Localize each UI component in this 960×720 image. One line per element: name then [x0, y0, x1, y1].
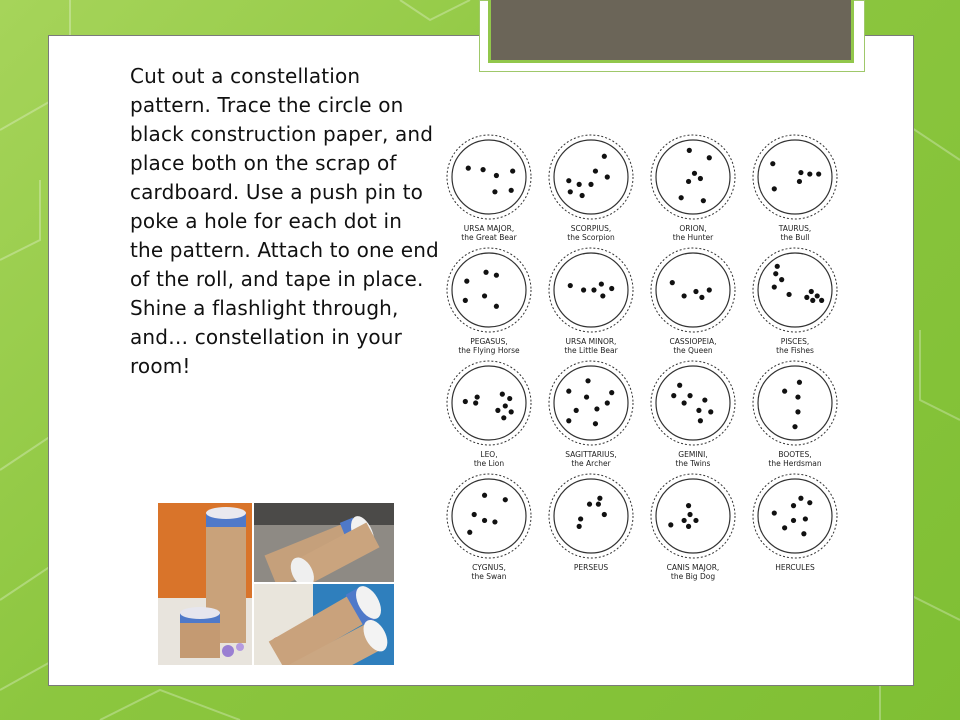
- constellation-card: [643, 246, 743, 360]
- star-dot: [815, 293, 820, 298]
- star-dot: [593, 421, 598, 426]
- star-dot: [464, 279, 469, 284]
- constellation-caption: [435, 337, 543, 355]
- constellation-subtitle: the Scorpion: [567, 233, 615, 242]
- star-dot: [463, 298, 468, 303]
- star-dot: [682, 400, 687, 405]
- star-dot: [782, 389, 787, 394]
- constellation-name: BOOTES,: [778, 450, 812, 459]
- star-dot: [566, 178, 571, 183]
- star-dot: [791, 503, 796, 508]
- constellation-subtitle: the Bull: [780, 233, 810, 242]
- star-dot: [568, 283, 573, 288]
- star-dot: [494, 173, 499, 178]
- constellation-subtitle: the Swan: [471, 572, 507, 581]
- star-dot: [682, 293, 687, 298]
- star-dot: [463, 399, 468, 404]
- star-dot: [807, 171, 812, 176]
- star-dot: [801, 531, 806, 536]
- constellation-disc: [547, 133, 635, 221]
- constellation-subtitle: the Queen: [673, 346, 713, 355]
- star-dot: [797, 380, 802, 385]
- star-dot: [687, 393, 692, 398]
- constellation-name: PISCES,: [780, 337, 810, 346]
- constellation-caption: [435, 224, 543, 242]
- star-dot: [609, 286, 614, 291]
- star-dot: [605, 400, 610, 405]
- star-dot: [492, 519, 497, 524]
- star-dot: [795, 409, 800, 414]
- constellation-subtitle: the Fishes: [776, 346, 814, 355]
- constellation-disc: [751, 133, 839, 221]
- star-dot: [686, 503, 691, 508]
- constellation-disc: [547, 246, 635, 334]
- constellation-name: CANIS MAJOR,: [666, 563, 720, 572]
- star-dot: [509, 409, 514, 414]
- star-dot: [779, 277, 784, 282]
- star-dot: [798, 170, 803, 175]
- star-dot: [492, 189, 497, 194]
- constellation-disc: [547, 359, 635, 447]
- star-dot: [699, 295, 704, 300]
- star-dot: [772, 510, 777, 515]
- constellation-name: CASSIOPEIA,: [669, 337, 717, 346]
- star-dot: [605, 174, 610, 179]
- star-dot: [510, 168, 515, 173]
- star-dot: [588, 182, 593, 187]
- constellation-caption: [537, 337, 645, 355]
- star-dot: [687, 148, 692, 153]
- tube-projector-photo: [158, 503, 394, 665]
- constellation-subtitle: the Lion: [473, 459, 505, 468]
- star-dot: [577, 524, 582, 529]
- star-dot: [679, 195, 684, 200]
- star-dot: [692, 171, 697, 176]
- star-dot: [593, 168, 598, 173]
- constellation-caption: [741, 563, 849, 572]
- constellation-disc: [445, 359, 533, 447]
- star-dot: [594, 406, 599, 411]
- star-dot: [775, 264, 780, 269]
- constellation-caption: [639, 563, 747, 581]
- constellation-card: [643, 359, 743, 473]
- star-dot: [482, 518, 487, 523]
- star-dot: [707, 155, 712, 160]
- star-dot: [466, 166, 471, 171]
- constellation-name: URSA MINOR,: [565, 337, 617, 346]
- star-dot: [782, 525, 787, 530]
- star-dot: [480, 167, 485, 172]
- star-dot: [810, 298, 815, 303]
- constellation-name: SAGITTARIUS,: [565, 450, 617, 459]
- star-dot: [507, 396, 512, 401]
- constellation-name: ORION,: [679, 224, 707, 233]
- constellation-card: [745, 472, 845, 586]
- constellation-card: [745, 359, 845, 473]
- star-dot: [500, 392, 505, 397]
- star-dot: [670, 280, 675, 285]
- star-dot: [698, 176, 703, 181]
- star-dot: [501, 415, 506, 420]
- constellation-disc: [547, 472, 635, 560]
- constellation-card: [439, 133, 539, 247]
- constellation-card: [745, 246, 845, 360]
- star-dot: [816, 171, 821, 176]
- star-dot: [668, 522, 673, 527]
- star-dot: [472, 512, 477, 517]
- star-dot: [482, 293, 487, 298]
- star-dot: [682, 518, 687, 523]
- constellation-disc: [751, 472, 839, 560]
- star-dot: [600, 293, 605, 298]
- star-dot: [475, 394, 480, 399]
- star-dot: [596, 502, 601, 507]
- constellation-card: [439, 246, 539, 360]
- constellation-caption: [741, 224, 849, 242]
- constellation-name: PEGASUS,: [470, 337, 508, 346]
- star-dot: [671, 393, 676, 398]
- star-dot: [693, 289, 698, 294]
- star-dot: [708, 409, 713, 414]
- constellation-name: PERSEUS: [573, 563, 609, 572]
- star-dot: [677, 383, 682, 388]
- constellation-name: LEO,: [480, 450, 498, 459]
- constellation-subtitle: the Archer: [571, 459, 611, 468]
- star-dot: [566, 389, 571, 394]
- star-dot: [580, 193, 585, 198]
- constellation-caption: [537, 563, 645, 572]
- star-dot: [602, 154, 607, 159]
- constellation-name: HERCULES: [775, 563, 815, 572]
- constellation-card: [439, 472, 539, 586]
- constellation-disc: [445, 472, 533, 560]
- constellation-disc: [649, 246, 737, 334]
- star-dot: [687, 512, 692, 517]
- constellation-subtitle: the Great Bear: [461, 233, 517, 242]
- constellation-card: [745, 133, 845, 247]
- constellation-name: SCORPIUS,: [570, 224, 612, 233]
- constellation-caption: [435, 563, 543, 581]
- constellation-disc: [649, 359, 737, 447]
- star-dot: [707, 287, 712, 292]
- star-dot: [773, 271, 778, 276]
- star-dot: [819, 298, 824, 303]
- constellation-subtitle: the Hunter: [672, 233, 714, 242]
- constellation-caption: [741, 450, 849, 468]
- title-bar-fill: [488, 0, 854, 63]
- star-dot: [482, 493, 487, 498]
- star-dot: [696, 408, 701, 413]
- star-dot: [584, 394, 589, 399]
- star-dot: [509, 188, 514, 193]
- constellation-disc: [445, 133, 533, 221]
- star-dot: [503, 403, 508, 408]
- constellation-caption: [537, 224, 645, 242]
- star-dot: [809, 289, 814, 294]
- star-dot: [803, 516, 808, 521]
- constellation-subtitle: the Big Dog: [670, 572, 716, 581]
- star-dot: [602, 512, 607, 517]
- constellation-subtitle: the Herdsman: [768, 459, 822, 468]
- star-dot: [568, 189, 573, 194]
- constellation-name: TAURUS,: [778, 224, 812, 233]
- star-dot: [772, 284, 777, 289]
- constellation-subtitle: the Twins: [675, 459, 711, 468]
- star-dot: [467, 530, 472, 535]
- constellation-card: [643, 133, 743, 247]
- constellation-caption: [639, 450, 747, 468]
- constellation-name: GEMINI,: [678, 450, 708, 459]
- constellation-caption: [639, 337, 747, 355]
- instruction-text: Cut out a constellation pattern. Trace the circle on black construction paper, and place both on the scrap of cardboard. Use a push pin to poke a hole for each dot in the pattern. Attach to one end of the roll, and tape in place. Shine a flashlight through, and… constellation in your room!: [130, 64, 439, 378]
- constellation-card: [643, 472, 743, 586]
- star-dot: [597, 496, 602, 501]
- star-dot: [791, 518, 796, 523]
- star-dot: [494, 273, 499, 278]
- star-dot: [701, 198, 706, 203]
- star-dot: [786, 292, 791, 297]
- star-dot: [804, 295, 809, 300]
- star-dot: [581, 287, 586, 292]
- star-dot: [503, 497, 508, 502]
- star-dot: [770, 161, 775, 166]
- star-dot: [585, 378, 590, 383]
- constellation-caption: [435, 450, 543, 468]
- constellation-disc: [649, 133, 737, 221]
- star-dot: [566, 418, 571, 423]
- constellation-card: [541, 472, 641, 586]
- star-dot: [795, 394, 800, 399]
- constellation-card: [439, 359, 539, 473]
- star-dot: [574, 408, 579, 413]
- star-dot: [693, 518, 698, 523]
- constellation-name: CYGNUS,: [472, 563, 506, 572]
- constellation-disc: [751, 359, 839, 447]
- star-dot: [797, 179, 802, 184]
- constellation-caption: [537, 450, 645, 468]
- constellation-disc: [445, 246, 533, 334]
- star-dot: [609, 390, 614, 395]
- constellation-name: URSA MAJOR,: [463, 224, 515, 233]
- star-dot: [473, 400, 478, 405]
- star-dot: [577, 182, 582, 187]
- star-dot: [495, 408, 500, 413]
- star-dot: [792, 424, 797, 429]
- constellation-disc: [751, 246, 839, 334]
- constellation-caption: [639, 224, 747, 242]
- title-bar: [479, 0, 865, 72]
- constellation-card: [541, 246, 641, 360]
- constellation-chart: [439, 133, 849, 593]
- star-dot: [702, 397, 707, 402]
- constellation-card: [541, 133, 641, 247]
- constellation-caption: [741, 337, 849, 355]
- star-dot: [686, 179, 691, 184]
- constellation-card: [541, 359, 641, 473]
- star-dot: [591, 287, 596, 292]
- star-dot: [578, 516, 583, 521]
- star-dot: [686, 524, 691, 529]
- star-dot: [483, 270, 488, 275]
- constellation-disc: [649, 472, 737, 560]
- star-dot: [798, 496, 803, 501]
- constellation-subtitle: the Flying Horse: [458, 346, 520, 355]
- star-dot: [587, 502, 592, 507]
- star-dot: [698, 418, 703, 423]
- constellation-subtitle: the Little Bear: [564, 346, 618, 355]
- star-dot: [494, 304, 499, 309]
- star-dot: [807, 500, 812, 505]
- star-dot: [599, 281, 604, 286]
- star-dot: [772, 186, 777, 191]
